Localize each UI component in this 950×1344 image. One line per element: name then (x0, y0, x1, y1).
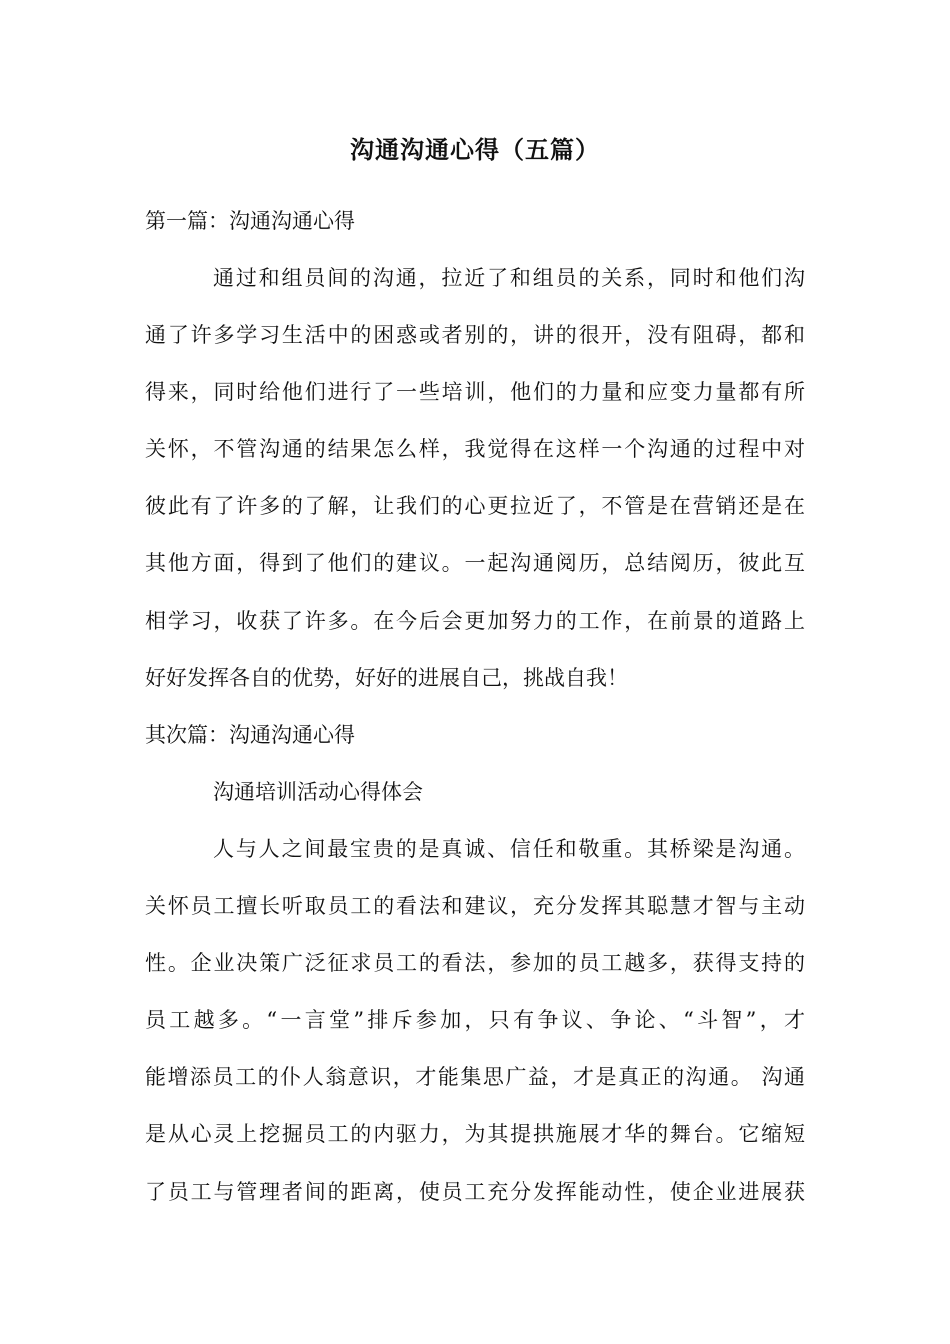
paragraph-line: 通了许多学习生活中的困惑或者别的，讲的很开，没有阻碍，都和 (145, 323, 805, 348)
section-1-heading: 第一篇：沟通沟通心得 (145, 209, 355, 233)
paragraph-line: 关怀员工擅长听取员工的看法和建议，充分发挥其聪慧才智与主动 (145, 894, 805, 919)
paragraph-line: 性。企业决策广泛征求员工的看法，参加的员工越多，获得支持的 (145, 951, 805, 976)
paragraph-line: 员工越多。“一言堂”排斥参加，只有争议、争论、“斗智”，才 (145, 1008, 805, 1033)
paragraph-line: 得来，同时给他们进行了一些培训，他们的力量和应变力量都有所 (145, 380, 805, 405)
paragraph-line: 是从心灵上挖掘员工的内驱力，为其提拱施展才华的舞台。它缩短 (145, 1122, 805, 1147)
section-1-paragraph (145, 263, 805, 720)
section-2-sub-heading: 沟通培训活动心得体会 (213, 780, 423, 804)
section-2-heading: 其次篇：沟通沟通心得 (145, 723, 355, 747)
paragraph-line: 相学习，收获了许多。在今后会更加努力的工作，在前景的道路上 (145, 608, 805, 633)
document-title: 沟通沟通心得（五篇） (350, 135, 600, 164)
paragraph-line: 通过和组员间的沟通，拉近了和组员的关系，同时和他们沟 (213, 266, 805, 290)
paragraph-line: 关怀，不管沟通的结果怎么样，我觉得在这样一个沟通的过程中对 (145, 437, 805, 462)
paragraph-line: 能增添员工的仆人翁意识，才能集思广益，才是真正的沟通。 沟通 (145, 1065, 805, 1090)
paragraph-line: 好好发挥各自的优势，好好的进展自己，挑战自我！ (145, 665, 628, 690)
paragraph-line: 其他方面，得到了他们的建议。一起沟通阅历，总结阅历，彼此互 (145, 551, 805, 576)
paragraph-line: 彼此有了许多的了解，让我们的心更拉近了，不管是在营销还是在 (145, 494, 805, 519)
paragraph-line: 人与人之间最宝贵的是真诚、信任和敬重。其桥梁是沟通。 (213, 837, 805, 861)
paragraph-line: 了员工与管理者间的距离，使员工充分发挥能动性，使企业进展获 (145, 1179, 805, 1204)
section-2-paragraph (145, 834, 805, 1234)
